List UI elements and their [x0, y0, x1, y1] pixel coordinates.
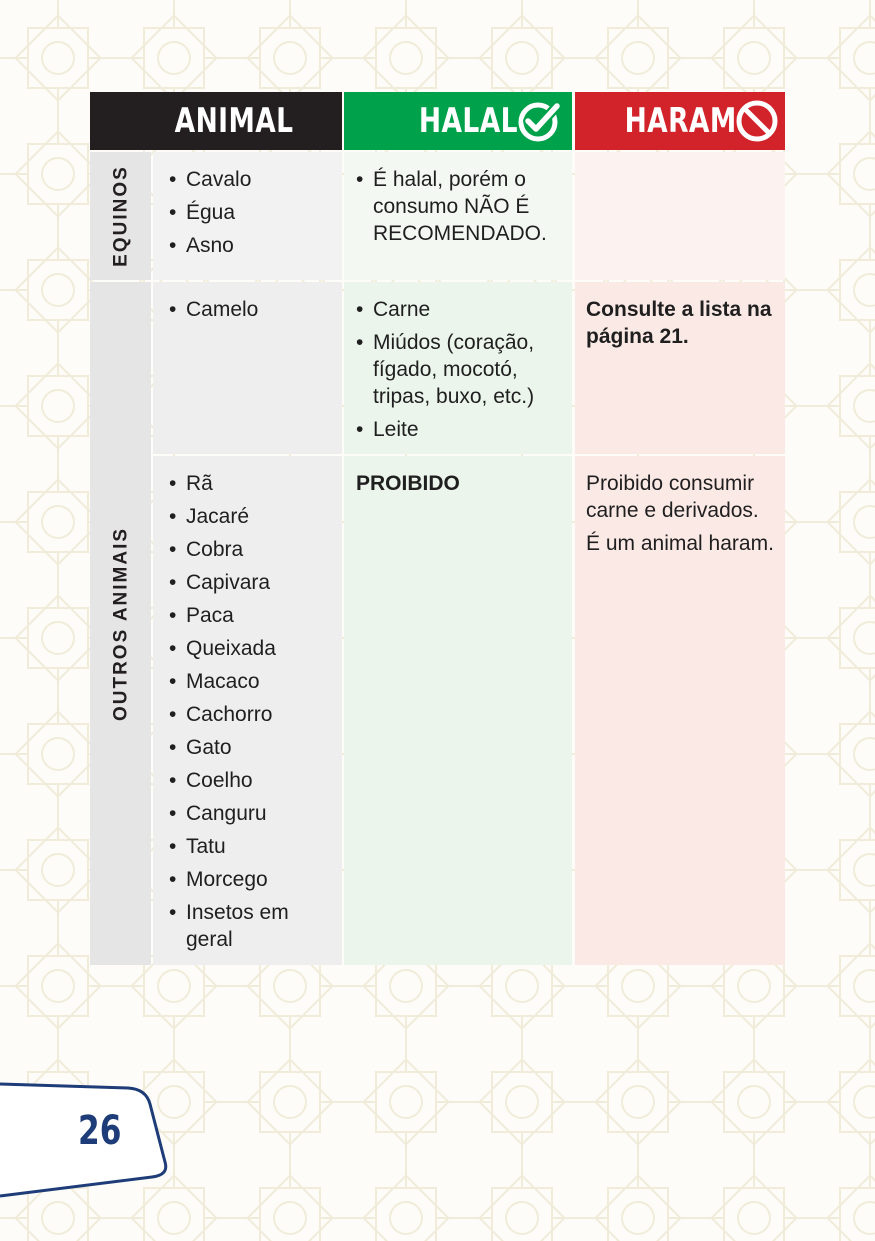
list-item: • Cachorro: [169, 701, 332, 728]
list-item: • Queixada: [169, 635, 332, 662]
list-item: • Macaco: [169, 668, 332, 695]
list-item: • Canguru: [169, 800, 332, 827]
haram-text: Proibido consumir carne e derivados.: [586, 472, 759, 522]
list-item: • Rã: [169, 470, 332, 497]
list-item: • Camelo: [169, 296, 332, 323]
group-label-outros-cell: [90, 282, 151, 965]
equinos-animals-cell: [153, 152, 342, 280]
list-item: • Jacaré: [169, 503, 332, 530]
header-animal: [90, 92, 342, 150]
list-item: • Insetos em geral: [169, 899, 332, 953]
haram-note: Consulte a lista na página 21.: [586, 298, 772, 348]
list-item: • Morcego: [169, 866, 332, 893]
group-label-equinos: EQUINOS: [110, 165, 131, 267]
halal-haram-table: [90, 92, 785, 965]
list-item: • Asno: [169, 232, 332, 259]
equinos-haram-cell: [575, 152, 785, 280]
group-label-outros-animais: OUTROS ANIMAIS: [110, 526, 131, 721]
haram-text: É um animal haram.: [586, 532, 774, 555]
list-item: • Leite: [356, 416, 562, 443]
header-halal-label: HALAL: [419, 101, 518, 141]
outros-haram-cell: [575, 456, 785, 965]
group-label-equinos-cell: [90, 152, 151, 280]
camelo-haram-cell: [575, 282, 785, 454]
list-item: • Carne: [356, 296, 562, 323]
camelo-animals-cell: [153, 282, 342, 454]
prohibited-icon: [735, 99, 779, 143]
check-circle-icon: [516, 98, 562, 144]
list-item: • Cavalo: [169, 166, 332, 193]
list-item: • Coelho: [169, 767, 332, 794]
list-item: • Miúdos (coração, fígado, mocotó, tripas, buxo, etc.): [356, 329, 562, 410]
equinos-halal-cell: [344, 152, 572, 280]
list-item: • Paca: [169, 602, 332, 629]
list-item: • Égua: [169, 199, 332, 226]
header-haram-label: HARAM: [624, 101, 737, 141]
list-item: • Tatu: [169, 833, 332, 860]
list-item: • Cobra: [169, 536, 332, 563]
list-item: • Capivara: [169, 569, 332, 596]
page-number: 26: [78, 1108, 122, 1154]
proibido-label: PROIBIDO: [356, 472, 460, 495]
camelo-halal-cell: [344, 282, 572, 454]
list-item: • É halal, porém o consumo NÃO É RECOMENDADO.: [356, 166, 562, 247]
outros-halal-cell: [344, 456, 572, 965]
header-halal: [344, 92, 572, 150]
list-item: • Gato: [169, 734, 332, 761]
header-haram: [575, 92, 785, 150]
outros-animals-cell: [153, 456, 342, 965]
header-animal-label: ANIMAL: [174, 101, 294, 141]
